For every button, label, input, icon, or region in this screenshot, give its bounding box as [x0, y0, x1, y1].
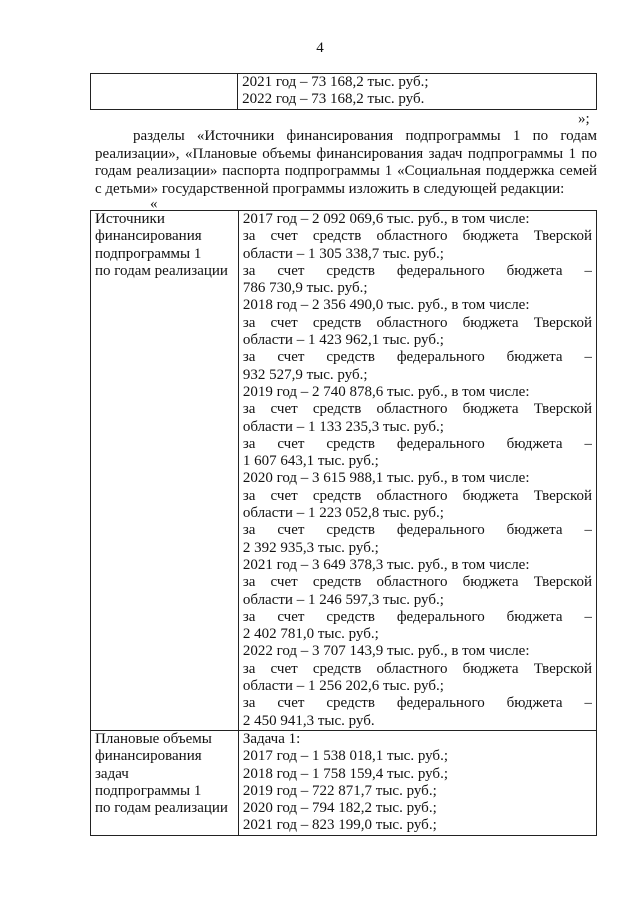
- table-row: [91, 74, 597, 110]
- funding-line: области – 1 256 202,6 тыс. руб.;: [242, 678, 444, 695]
- funding-line: 2021 год – 3 649 378,3 тыс. руб., в том числе:: [242, 556, 530, 573]
- funding-line: за счет средств федерального бюджета –: [242, 695, 592, 712]
- row-content-planned-volumes: [238, 730, 596, 835]
- funding-line: 2018 год – 2 356 490,0 тыс. руб., в том числе:: [242, 297, 530, 314]
- funding-line: области – 1 133 235,3 тыс. руб.;: [242, 418, 444, 435]
- row-title-line: по годам реализации: [95, 800, 228, 817]
- paragraph-line: разделы «Источники финансирования подпрограммы 1 по годам: [133, 128, 597, 144]
- funding-line: области – 1 223 052,8 тыс. руб.;: [242, 505, 444, 522]
- funding-line: за счет средств областного бюджета Тверской: [242, 487, 592, 504]
- funding-line: 2 392 935,3 тыс. руб.;: [242, 539, 379, 556]
- funding-line: 2022 год – 3 707 143,9 тыс. руб., в том числе:: [242, 643, 530, 660]
- row-title-funding-sources: [91, 211, 239, 731]
- funding-line: 2020 год – 3 615 988,1 тыс. руб., в том числе:: [242, 470, 530, 487]
- funding-line: 2021 год – 73 168,2 тыс. руб.;: [242, 74, 429, 90]
- funding-line: 2017 год – 1 538 018,1 тыс. руб.;: [242, 748, 448, 765]
- row-title-line: подпрограммы 1: [95, 245, 202, 262]
- paragraph-line: годам реализации» паспорта подпрограммы 1 «Социальная поддержка семей: [95, 163, 597, 179]
- row-title-line: задач: [95, 765, 129, 782]
- funding-line: за счет средств областного бюджета Тверской: [242, 574, 592, 591]
- funding-line: 1 607 643,1 тыс. руб.;: [242, 453, 379, 470]
- row-title-line: финансирования: [95, 748, 202, 765]
- previous-table-fragment: [90, 73, 597, 110]
- row-title-line: по годам реализации: [95, 262, 228, 279]
- row-title-planned-volumes: [91, 730, 239, 835]
- funding-line: 2019 год – 2 740 878,6 тыс. руб., в том числе:: [242, 383, 530, 400]
- funding-line: за счет средств областного бюджета Тверской: [242, 401, 592, 418]
- closing-quote: »;: [578, 111, 590, 127]
- opening-quote: «: [150, 196, 158, 212]
- funding-line: Задача 1:: [242, 730, 301, 747]
- funding-line: за счет средств федерального бюджета –: [242, 608, 592, 625]
- page-number: 4: [316, 40, 324, 56]
- row-title-line: подпрограммы 1: [95, 782, 202, 799]
- instruction-paragraph: [95, 128, 597, 198]
- row-title-line: Источники: [95, 211, 165, 227]
- funding-line: 932 527,9 тыс. руб.;: [242, 366, 368, 383]
- funding-line: 2017 год – 2 092 069,6 тыс. руб., в том числе:: [242, 211, 530, 227]
- funding-line: области – 1 305 338,7 тыс. руб.;: [242, 245, 444, 262]
- funding-line: 786 730,9 тыс. руб.;: [242, 280, 368, 297]
- funding-line: за счет средств федерального бюджета –: [242, 262, 592, 279]
- funding-line: за счет средств областного бюджета Тверской: [242, 314, 592, 331]
- funding-line: за счет средств федерального бюджета –: [242, 435, 592, 452]
- table-cell-left: [91, 74, 238, 110]
- funding-line: за счет средств областного бюджета Тверской: [242, 228, 592, 245]
- passport-table: [90, 210, 597, 836]
- paragraph-line: с детьми» государственной программы изложить в следующей редакции:: [95, 180, 565, 197]
- row-content-funding-sources: [238, 211, 596, 731]
- funding-line: 2021 год – 823 199,0 тыс. руб.;: [242, 817, 437, 834]
- funding-line: 2 450 941,3 тыс. руб.: [242, 712, 375, 729]
- funding-line: 2022 год – 73 168,2 тыс. руб.: [242, 91, 425, 108]
- funding-line: области – 1 246 597,3 тыс. руб.;: [242, 591, 444, 608]
- table-row-planned-volumes: [91, 730, 597, 835]
- funding-line: области – 1 423 962,1 тыс. руб.;: [242, 332, 444, 349]
- funding-line: 2020 год – 794 182,2 тыс. руб.;: [242, 800, 437, 817]
- funding-line: 2019 год – 722 871,7 тыс. руб.;: [242, 782, 437, 799]
- paragraph-line: реализации», «Плановые объемы финансирования задач подпрограммы 1 по: [95, 145, 597, 162]
- funding-line: 2 402 781,0 тыс. руб.;: [242, 626, 379, 643]
- funding-line: за счет средств федерального бюджета –: [242, 349, 592, 366]
- funding-line: за счет средств федерального бюджета –: [242, 522, 592, 539]
- funding-line: 2018 год – 1 758 159,4 тыс. руб.;: [242, 765, 448, 782]
- row-title-line: Плановые объемы: [95, 730, 212, 747]
- funding-line: за счет средств областного бюджета Тверской: [242, 660, 592, 677]
- table-row-funding-sources: [91, 211, 597, 731]
- row-title-line: финансирования: [95, 228, 202, 245]
- table-cell-right: [238, 74, 597, 110]
